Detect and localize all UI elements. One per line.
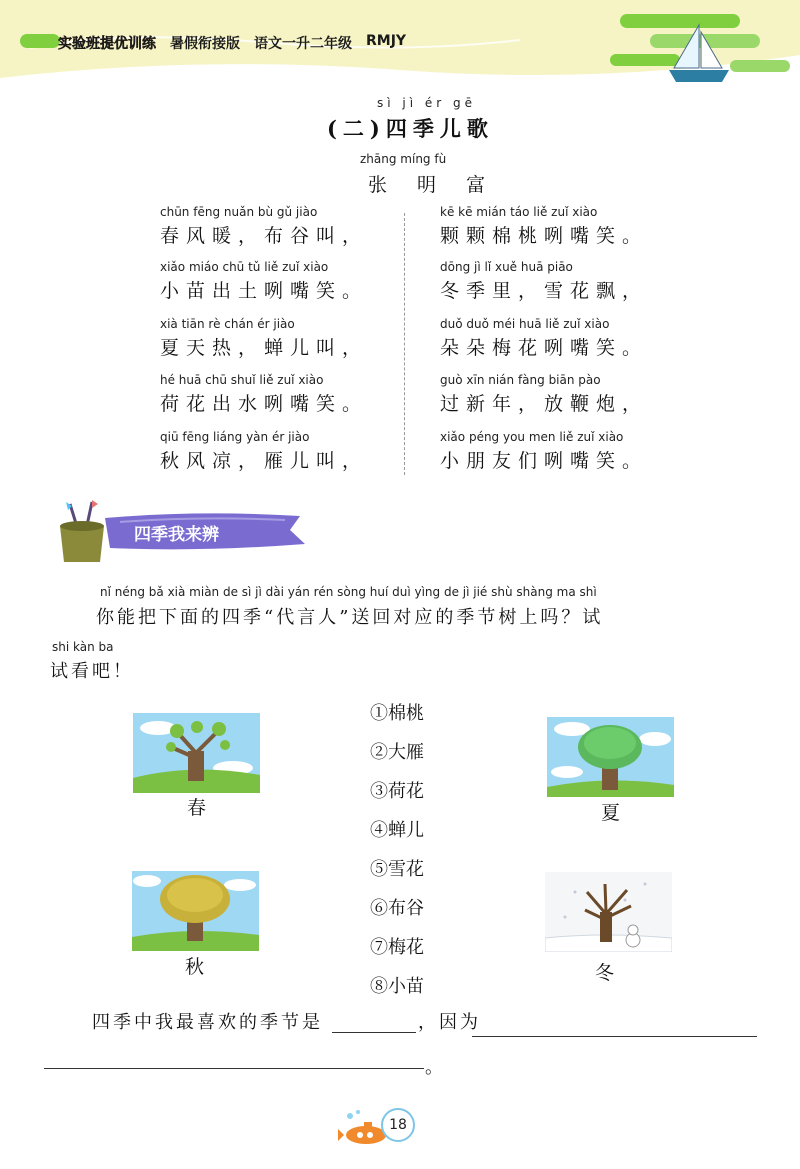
poem-text: 夏天热，蝉儿叫， (160, 337, 369, 359)
poem-divider (404, 213, 405, 475)
page-number: 18 (381, 1108, 415, 1142)
question-text-2: 试看吧！ (50, 661, 134, 682)
poem-line-right-3 (440, 317, 648, 360)
poem-text: 颗颗棉桃咧嘴笑。 (440, 225, 649, 247)
poem-pinyin: guò xīn nián fàng biān pào (440, 373, 601, 387)
item-3: ③荷花 (370, 781, 424, 802)
summer-tree-image (547, 717, 674, 797)
autumn-tree-icon (132, 871, 259, 951)
poem-line-right-5 (440, 430, 648, 473)
section-title: 四季我来辨 (134, 525, 219, 545)
paint-bucket-icon (52, 500, 112, 565)
item-5: ⑤雪花 (370, 859, 424, 880)
autumn-tree-image (132, 871, 259, 951)
item-2: ②大雁 (370, 742, 424, 763)
winter-tree-image (545, 872, 672, 952)
poem-line-left-2 (160, 260, 368, 303)
fill-prefix: 四季中我最喜欢的季节是 (92, 1012, 323, 1033)
poem-pinyin: duǒ duǒ méi huā liě zuǐ xiào (440, 317, 610, 331)
season-label-winter: 冬 (595, 962, 615, 984)
header-code: RMJY (366, 33, 407, 49)
poem-pinyin: xià tiān rè chán ér jiào (160, 317, 295, 331)
item-1: ①棉桃 (370, 703, 424, 724)
poem-line-right-1 (440, 205, 648, 248)
spring-tree-image (133, 713, 260, 793)
page-title: (二)四季儿歌 (327, 116, 494, 141)
poem-pinyin: chūn fēng nuǎn bù gǔ jiào (160, 205, 318, 219)
poem-text: 秋风凉，雁儿叫， (160, 450, 369, 472)
author-pinyin: zhāng míng fù (360, 152, 447, 166)
poem-line-right-4 (440, 373, 648, 416)
winter-tree-icon (545, 872, 672, 952)
question-text-1: 你能把下面的四季“代言人”送回对应的季节树上吗？试 (96, 607, 604, 628)
author-name: 张 明 富 (368, 174, 498, 196)
question-pinyin-2: shi kàn ba (52, 640, 114, 654)
poem-line-right-2 (440, 260, 648, 303)
item-6: ⑥布谷 (370, 898, 424, 919)
header-series: 实验班提优训练 (58, 36, 156, 52)
season-label-autumn: 秋 (185, 956, 205, 978)
sailboat-icon (664, 20, 734, 85)
poem-text: 朵朵梅花咧嘴笑。 (440, 337, 649, 359)
poem-text: 过新年，放鞭炮， (440, 393, 649, 415)
favorite-season-blank[interactable] (332, 1032, 416, 1033)
poem-pinyin: xiǎo péng you men liě zuǐ xiào (440, 430, 624, 444)
section-banner (50, 500, 310, 570)
season-label-summer: 夏 (601, 802, 621, 824)
poem-text: 小苗出土咧嘴笑。 (160, 280, 369, 302)
fill-end: 。 (425, 1057, 446, 1078)
poem-text: 小朋友们咧嘴笑。 (440, 450, 649, 472)
reason-blank-1[interactable] (472, 1036, 757, 1037)
poem-text: 冬季里，雪花飘， (440, 280, 649, 302)
header-subject: 语文一升二年级 (254, 36, 352, 52)
poem-text: 春风暖，布谷叫， (160, 225, 369, 247)
question-pinyin-1: nǐ néng bǎ xià miàn de sì jì dài yán rén sòng huí duì yìng de jì jié shù shàng ma shì (100, 585, 597, 599)
item-8: ⑧小苗 (370, 976, 424, 997)
poem-pinyin: hé huā chū shuǐ liě zuǐ xiào (160, 373, 324, 387)
poem-line-left-5 (160, 430, 368, 473)
fill-because: ，因为 (418, 1012, 481, 1033)
poem-pinyin: qiū fēng liáng yàn ér jiào (160, 430, 310, 444)
poem-pinyin: dōng jì lǐ xuě huā piāo (440, 260, 573, 274)
poem-line-left-1 (160, 205, 368, 248)
poem-pinyin: kē kē mián táo liě zuǐ xiào (440, 205, 598, 219)
summer-tree-icon (547, 717, 674, 797)
header-edition: 暑假衔接版 (170, 36, 240, 52)
season-label-spring: 春 (187, 797, 207, 819)
poem-line-left-4 (160, 373, 368, 416)
header-band (0, 0, 800, 95)
item-7: ⑦梅花 (370, 937, 424, 958)
spring-tree-icon (133, 713, 260, 793)
poem-text: 荷花出水咧嘴笑。 (160, 393, 369, 415)
title-pinyin: sì jì ér gē (377, 96, 477, 110)
header-text (58, 33, 406, 53)
reason-blank-2[interactable] (44, 1068, 424, 1069)
item-4: ④蝉儿 (370, 820, 424, 841)
poem-pinyin: xiǎo miáo chū tǔ liě zuǐ xiào (160, 260, 329, 274)
poem-line-left-3 (160, 317, 368, 360)
